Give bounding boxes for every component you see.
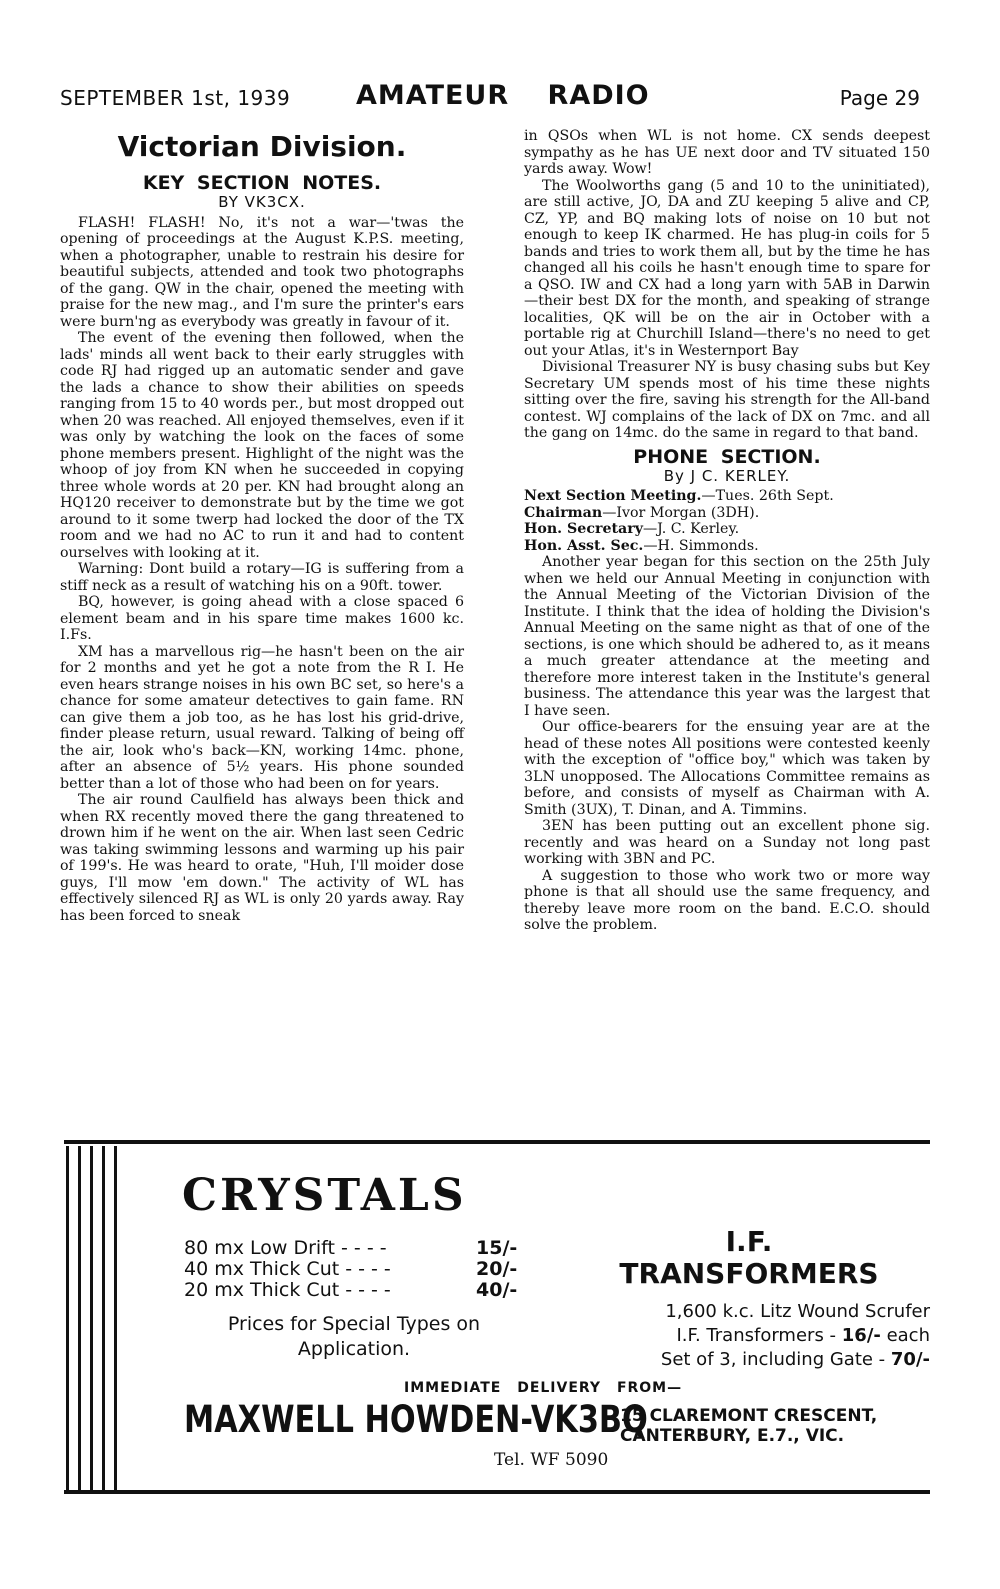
price-row <box>184 1280 524 1301</box>
crystals-advert <box>64 1146 930 1490</box>
if-detail-price: 70/- <box>890 1349 930 1370</box>
phone-section-title: PHONE SECTION. <box>633 445 821 468</box>
if-title-line: TRANSFORMERS <box>619 1257 879 1290</box>
price-row <box>184 1238 524 1259</box>
crystal-item: 80 mx Low Drift - - - - <box>184 1237 387 1259</box>
if-detail-price: 16/- <box>841 1325 881 1346</box>
phone-section-byline: By J C. KERLEY. <box>663 466 791 485</box>
advert-side-bars <box>64 1146 124 1490</box>
paragraph: The air round Caulfield has always been thick and when RX recently moved there the gang threatened to drown him if he went on the air. When last seen Cedric was taking swimming lessons and warming up his pair of 199's. He was heard to orate, "Huh, I'll moider dose guys, I'll mow 'em down." The activity of WL has effectively silenced RJ as WL is only 20 yards away. Ray has been forced to sneak <box>60 792 464 924</box>
page-header <box>60 80 920 116</box>
paragraph: The event of the evening then followed, when the lads' minds all went back to their early struggles with code RJ had rigged up an automatic sender and gave the lads a chance to show their abilities on speeds ranging from 15 to 40 words per., but most dropped out when 20 was reached. All enjoyed themselves, even if it was only by watching the look on the faces of some phone members present. Highlight of the night was the whoop of joy from KN when he succeeded in copying three whole words at 20 per. KN had brought along an HQ120 receiver to demonstrate but by the time we got around to it some twerp had locked the door of the TX room and we had no AC to run it and had to content ourselves with looking at it. <box>60 330 464 561</box>
officer-value: —J. C. Kerley. <box>642 521 740 537</box>
special-types-note <box>194 1312 514 1362</box>
seller-name: MAXWELL HOWDEN-VK3BQ <box>184 1398 648 1441</box>
if-detail-text: Set of 3, including Gate - <box>660 1349 891 1370</box>
officer-line <box>524 521 930 538</box>
key-section-byline: BY VK3CX. <box>218 193 306 211</box>
crystal-item: 20 mx Thick Cut - - - - <box>184 1279 391 1301</box>
if-detail-line <box>584 1348 930 1372</box>
crystals-title: CRYSTALS <box>182 1170 467 1221</box>
officer-value: —Ivor Morgan (3DH). <box>602 504 760 521</box>
if-title-line: I.F. <box>725 1225 773 1258</box>
paragraph: A suggestion to those who work two or more way phone is that all should use the same frequency, and thereby leave more room on the band. E.C.O. should solve the problem. <box>524 867 930 933</box>
if-detail-line <box>584 1324 930 1348</box>
officer-line <box>524 538 930 555</box>
address-line: CANTERBURY, E.7., VIC. <box>620 1426 845 1446</box>
key-section-title: KEY SECTION NOTES. <box>142 172 382 194</box>
officer-value: —Tues. 26th Sept. <box>701 488 834 504</box>
telephone: Tel. WF 5090 <box>494 1450 609 1470</box>
immediate-delivery: IMMEDIATE DELIVERY FROM— <box>404 1380 683 1396</box>
special-line: Application. <box>297 1338 411 1360</box>
issue-date: SEPTEMBER 1st, 1939 <box>60 86 291 110</box>
page-number: Page 29 <box>839 86 920 110</box>
advert-bottom-rule <box>64 1490 930 1494</box>
paragraph: in QSOs when WL is not home. CX sends deepest sympathy as he has UE next door and TV situated 150 yards away. Wow! <box>524 128 930 177</box>
if-transformers-details <box>584 1300 930 1372</box>
if-transformers-title <box>594 1226 904 1290</box>
paragraph: FLASH! FLASH! No, it's not a war—'twas the opening of proceedings at the August K.P.S. meeting, when a photographer, unable to restrain his desire for beautiful subjects, attended and took two photographs of the gang. QW in the chair, opened the meeting with praise for the new mag., and I'm sure the printer's ears were burn'ng as everybody was greatly in favour of it. <box>60 214 464 330</box>
if-detail-suffix: each <box>880 1325 930 1346</box>
crystal-price: 20/- <box>476 1258 518 1280</box>
officer-label: Chairman <box>524 504 603 521</box>
price-row <box>184 1259 524 1280</box>
officer-value: —H. Simmonds. <box>643 537 759 554</box>
advert-top-rule <box>64 1140 930 1144</box>
special-line: Prices for Special Types on <box>227 1313 481 1335</box>
paragraph: BQ, however, is going ahead with a close spaced 6 element beam and in his spare time makes 1600 kc. I.Fs. <box>60 594 464 643</box>
if-detail-text: I.F. Transformers - <box>676 1325 842 1346</box>
officer-label: Next Section Meeting. <box>524 488 702 504</box>
left-column <box>60 128 464 924</box>
officer-line <box>524 488 930 505</box>
magazine-title: AMATEUR RADIO <box>356 80 650 111</box>
crystal-price: 15/- <box>476 1237 518 1259</box>
crystal-item: 40 mx Thick Cut - - - - <box>184 1258 391 1280</box>
officer-label: Hon. Secretary <box>524 521 643 537</box>
officer-label: Hon. Asst. Sec. <box>524 537 644 554</box>
paragraph: Another year began for this section on the 25th July when we held our Annual Meeting in conjunction with the Annual Meeting of the Victorian Division of the Institute. I think that the idea of holding the Division's Annual Meeting on the same night as that of one of the sections, is one which should be adhered to, as it means a much greater attendance at the meeting and therefore more interest taken in the Institute's general business. The attendance this year was the largest that I have seen. <box>524 554 930 719</box>
seller-address <box>620 1406 877 1446</box>
right-column <box>524 128 930 934</box>
paragraph: Our office-bearers for the ensuing year are at the head of these notes All positions were contested keenly with the exception of "office boy," which was taken by 3LN unopposed. The Allocations Committee remains as before, and consists of myself as Chairman with A. Smith (3UX), T. Dinan, and A. Timmins. <box>524 719 930 818</box>
officer-line <box>524 505 930 522</box>
crystal-price-list <box>184 1238 524 1301</box>
paragraph: 3EN has been putting out an excellent phone sig. recently and was heard on a Sunday not long past working with 3BN and PC. <box>524 818 930 867</box>
address-line: 15 CLAREMONT CRESCENT, <box>620 1406 878 1426</box>
if-detail-line: 1,600 k.c. Litz Wound Scrufer <box>665 1301 930 1322</box>
division-title: Victorian Division. <box>117 130 407 163</box>
crystal-price: 40/- <box>476 1279 518 1301</box>
paragraph: Warning: Dont build a rotary—IG is suffering from a stiff neck as a result of watching his on a 90ft. tower. <box>60 561 464 594</box>
paragraph: XM has a marvellous rig—he hasn't been on the air for 2 months and yet he got a note from the R I. He even hears strange noises in his own BC set, so here's a chance for some amateur detectives to gain fame. RN can give them a job too, as he has lost his grid-drive, finder please return, usual reward. Talking of being off the air, look who's back—KN, working 14mc. phone, after an absence of 5½ years. His phone sounded better than a lot of those who had been on for years. <box>60 643 464 792</box>
paragraph: Divisional Treasurer NY is busy chasing subs but Key Secretary UM spends most of his time these nights sitting over the fire, saving his strength for the All-band contest. WJ complains of the lack of DX on 7mc. and all the gang on 14mc. do the same in regard to that band. <box>524 359 930 441</box>
section-officers <box>524 488 930 554</box>
paragraph: The Woolworths gang (5 and 10 to the uninitiated), are still active, JO, DA and ZU keeping 5 alive and CP, CZ, YP, and BQ making lots of noise on 10 but not enough to keep IK charmed. He has plug-in coils for 5 bands and tries to work them all, but by the time he has changed all his coils he hasn't enough time to spare for a QSO. IW and CX had a long yarn with 5AB in Darwin—their best DX for the month, and speaking of strange localities, QK will be on the air in October with a portable rig at Churchill Island—there's no need to get out your Atlas, it's in Westernport Bay <box>524 177 930 359</box>
